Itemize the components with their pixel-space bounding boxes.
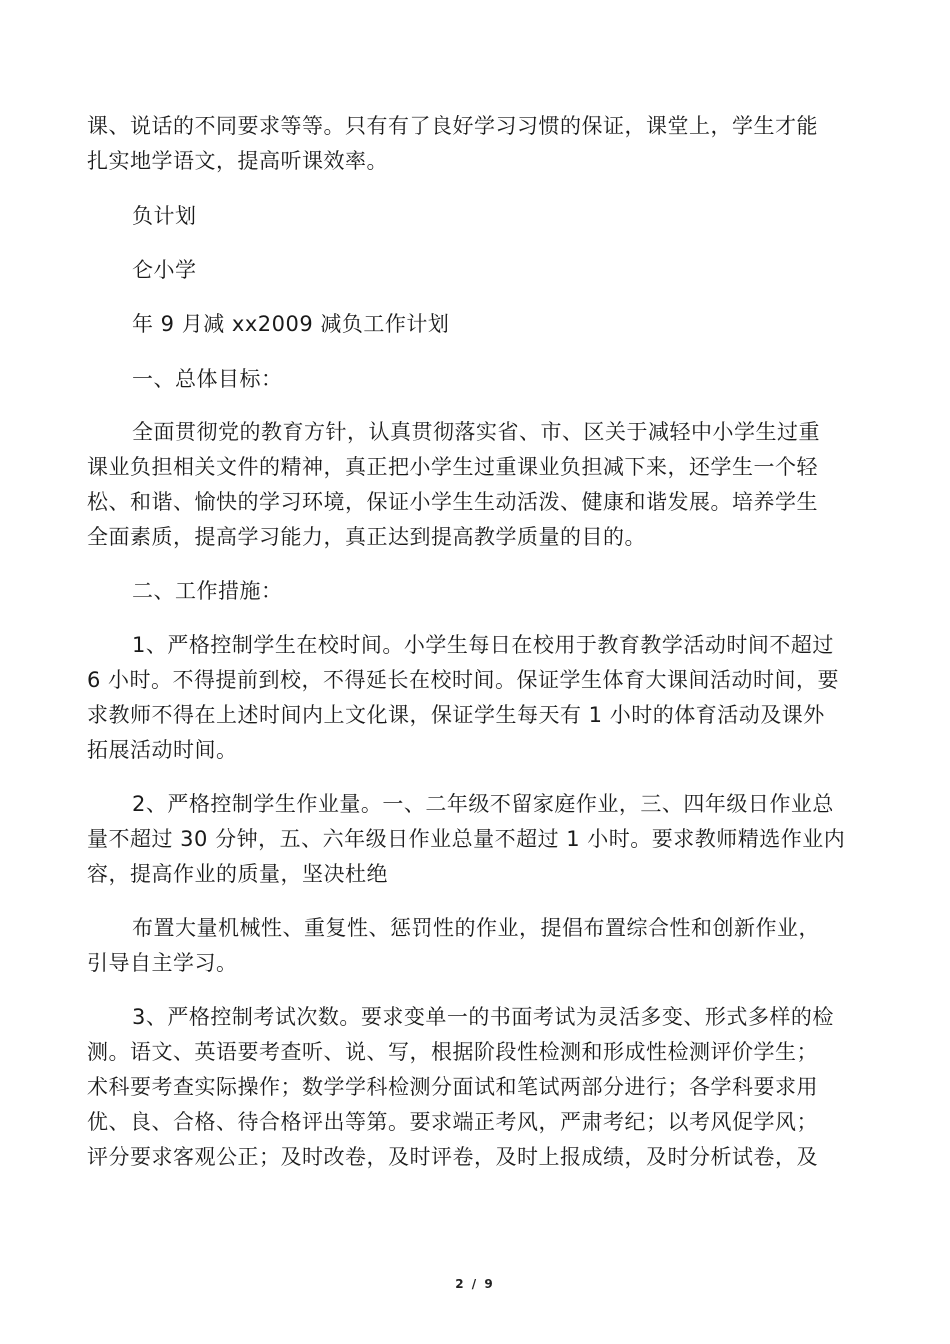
text-line: 求教师不得在上述时间内上文化课，保证学生每天有 1 小时的体育活动及课外: [87, 703, 825, 727]
text-line: 3、严格控制考试次数。要求变单一的书面考试为灵活多变、形式多样的检: [132, 1005, 834, 1029]
text-line: 全面贯彻党的教育方针，认真贯彻落实省、市、区关于减轻中小学生过重: [132, 420, 820, 444]
text-line: 引导自主学习。: [87, 951, 238, 975]
text-line: 松、和谐、愉快的学习环境，保证小学生生动活泼、健康和谐发展。培养学生: [87, 490, 818, 514]
text-line: 优、良、合格、待合格评出等第。要求端正考风，严肃考纪；以考风促学风；: [87, 1110, 818, 1134]
section-heading: 一、总体目标：: [132, 367, 283, 391]
text-line: 1、严格控制学生在校时间。小学生每日在校用于教育教学活动时间不超过: [132, 633, 834, 657]
text-line: 仑小学: [132, 258, 197, 282]
text-line: 全面素质，提高学习能力，真正达到提高教学质量的目的。: [87, 525, 646, 549]
text-line: 年 9 月减 xx2009 减负工作计划: [132, 312, 450, 336]
text-line: 课、说话的不同要求等等。只有有了良好学习习惯的保证，课堂上，学生才能: [87, 114, 818, 138]
text-line: 拓展活动时间。: [87, 738, 238, 762]
text-line: 容，提高作业的质量，坚决杜绝: [87, 862, 388, 886]
text-line: 布置大量机械性、重复性、惩罚性的作业，提倡布置综合性和创新作业，: [132, 916, 820, 940]
page-number: 2 / 9: [455, 1277, 495, 1291]
text-line: 课业负担相关文件的精神，真正把小学生过重课业负担减下来，还学生一个轻: [87, 455, 818, 479]
text-line: 测。语文、英语要考查听、说、写，根据阶段性检测和形成性检测评价学生；: [87, 1040, 818, 1064]
text-line: 6 小时。不得提前到校，不得延长在校时间。保证学生体育大课间活动时间，要: [87, 668, 840, 692]
text-line: 2、严格控制学生作业量。一、二年级不留家庭作业，三、四年级日作业总: [132, 792, 834, 816]
text-line: 负计划: [132, 204, 197, 228]
text-line: 术科要考查实际操作；数学学科检测分面试和笔试两部分进行；各学科要求用: [87, 1075, 818, 1099]
text-line: 扎实地学语文，提高听课效率。: [87, 149, 388, 173]
text-line: 评分要求客观公正；及时改卷，及时评卷，及时上报成绩，及时分析试卷，及: [87, 1145, 818, 1169]
section-heading: 二、工作措施：: [132, 579, 283, 603]
text-line: 量不超过 30 分钟，五、六年级日作业总量不超过 1 小时。要求教师精选作业内: [87, 827, 846, 851]
